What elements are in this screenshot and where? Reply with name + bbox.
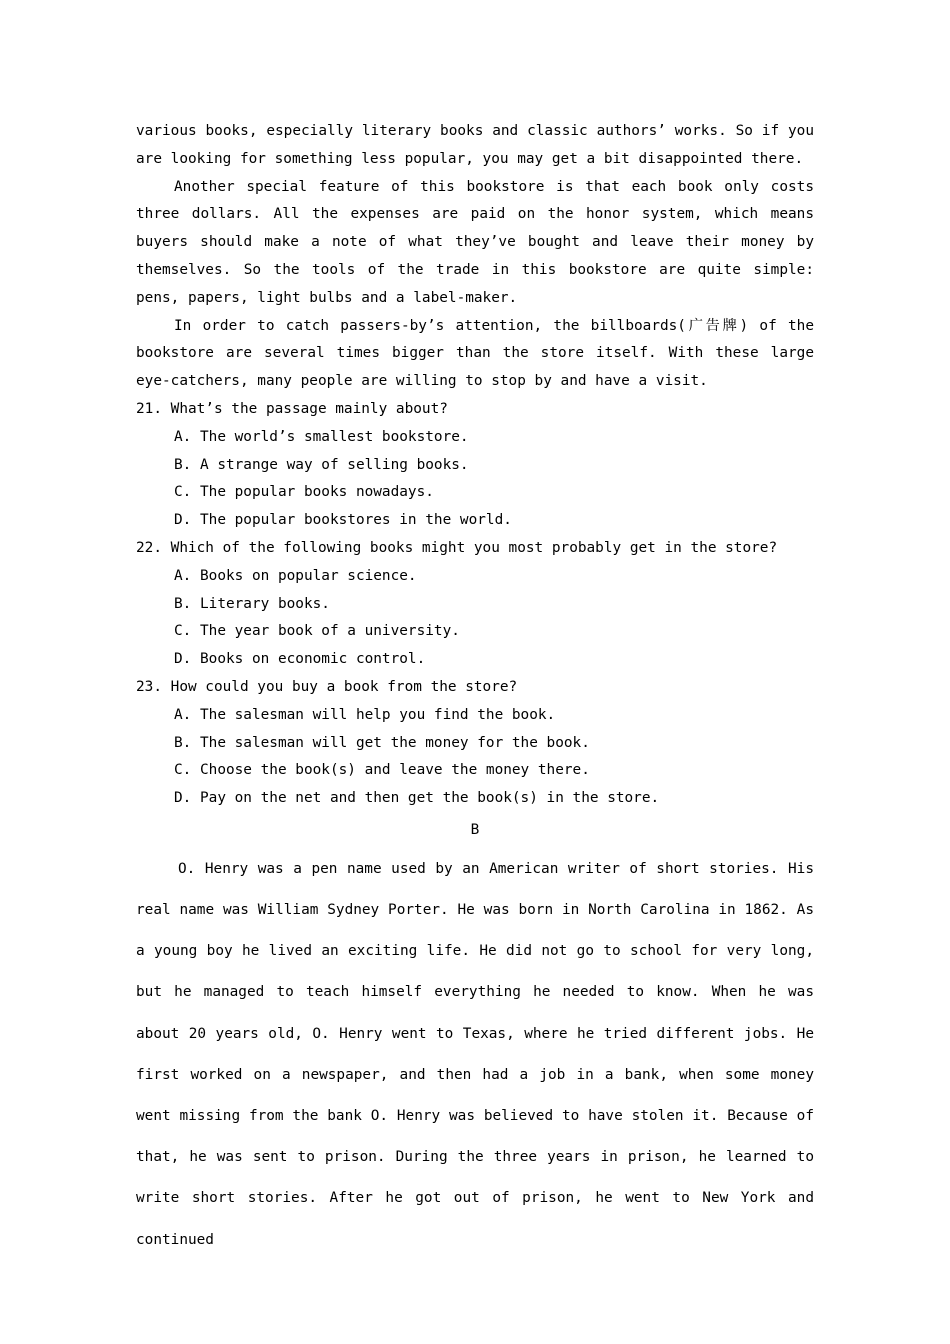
passage-a-paragraph-3: In order to catch passers-by’s attention, the billboards(广告牌) of the bookstore are several times bigger than the store itself. With these large eye-catchers, many people are willing to stop by and have a visit. (136, 317, 814, 390)
question-stem: 22. Which of the following books might you most probably get in the store? (136, 539, 778, 556)
option-a: A. The salesman will help you find the book. (174, 706, 556, 723)
question-23 (136, 674, 814, 813)
option-c: C. The year book of a university. (174, 623, 460, 640)
passage-a-paragraph-2: Another special feature of this bookstore is that each book only costs three dollars. All the expenses are paid on the honor system, which means buyers should make a note of what they’ve bought and leave their money by themselves. So the tools of the trade in this bookstore are quite simple: pens, papers, light bulbs and a label-maker. (136, 178, 814, 306)
option-b: B. The salesman will get the money for the book. (174, 734, 590, 751)
option-d: D. Books on economic control. (174, 651, 426, 668)
option-a: A. The world’s smallest bookstore. (174, 428, 469, 445)
passage-a-paragraph-1: various books, especially literary books and classic authors’ works. So if you are looking for something less popular, you may get a bit disappointed there. (136, 123, 814, 167)
option-b: B. A strange way of selling books. (174, 456, 469, 473)
question-22 (136, 535, 814, 674)
document-page (136, 118, 814, 1261)
option-a: A. Books on popular science. (174, 567, 417, 584)
option-b: B. Literary books. (174, 595, 330, 612)
question-21 (136, 396, 814, 535)
option-d: D. The popular bookstores in the world. (174, 512, 512, 529)
section-heading-b: B (470, 821, 480, 838)
question-stem: 21. What’s the passage mainly about? (136, 400, 448, 417)
passage-b-paragraph: O. Henry was a pen name used by an American writer of short stories. His real name was William Sydney Porter. He was born in North Carolina in 1862. As a young boy he lived an exciting life. He did not go to school for very long, but he managed to teach himself everything he needed to know. When he was about 20 years old, O. Henry went to Texas, where he tried different jobs. He first worked on a newspaper, and then had a job in a bank, when some money went missing from the bank O. Henry was believed to have stolen it. Because of that, he was sent to prison. During the three years in prison, he learned to write short stories. After he got out of prison, he went to New York and continued (136, 860, 814, 1248)
option-c: C. Choose the book(s) and leave the money there. (174, 762, 590, 779)
question-stem: 23. How could you buy a book from the store? (136, 678, 518, 695)
option-d: D. Pay on the net and then get the book(s) in the store. (174, 790, 660, 807)
option-c: C. The popular books nowadays. (174, 484, 434, 501)
